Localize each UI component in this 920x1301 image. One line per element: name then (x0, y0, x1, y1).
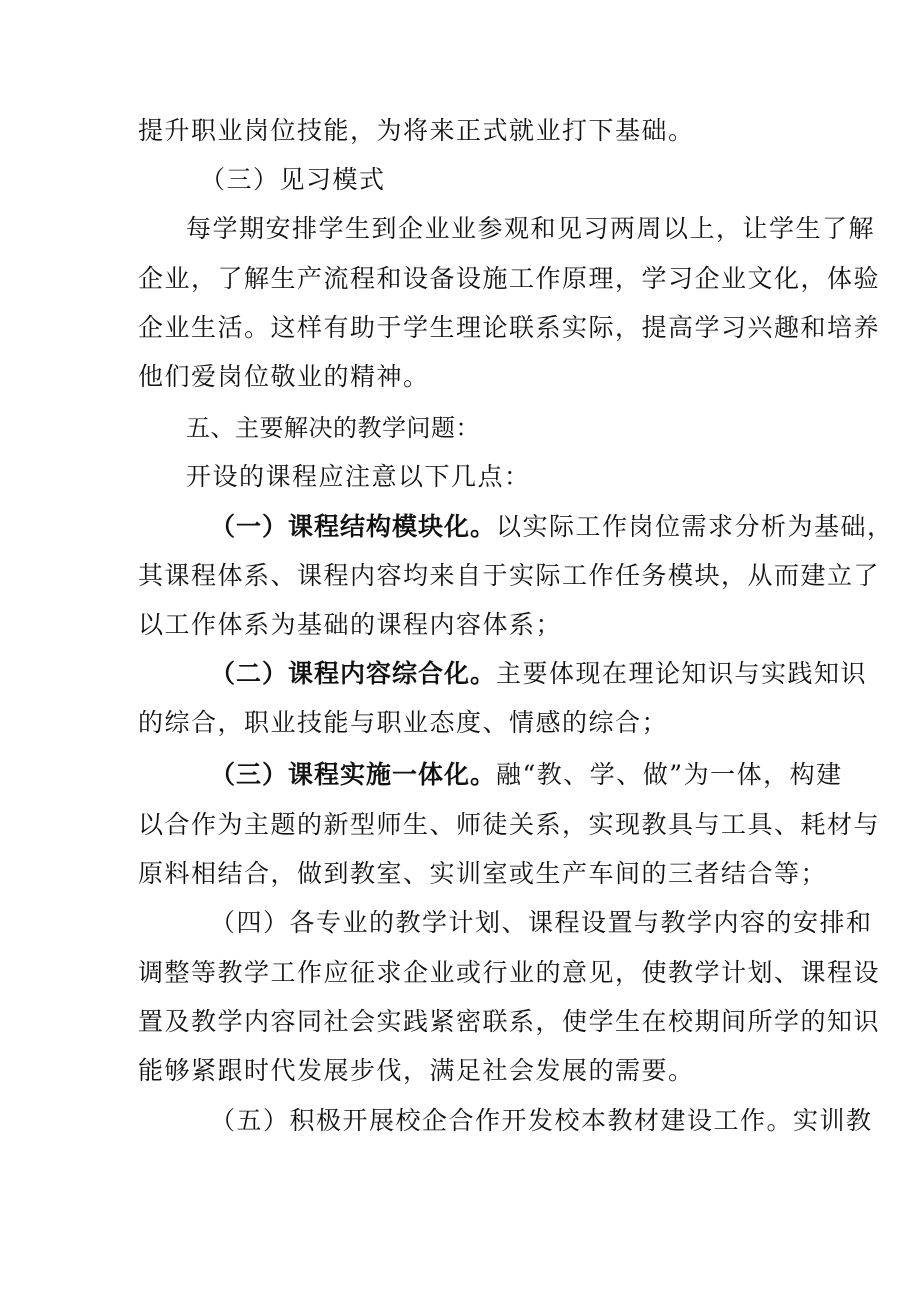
paragraph-line: 置及教学内容同社会实践紧密联系，使学生在校期间所学的知识 (138, 1007, 881, 1036)
paragraph-text: 融“教、学、做”为一体，构建 (496, 760, 843, 789)
paragraph-line: 的综合，职业技能与职业态度、情感的综合； (138, 708, 669, 737)
paragraph-line: （四）各专业的教学计划、课程设置与教学内容的安排和 (210, 908, 873, 937)
paragraph-line (210, 512, 894, 542)
paragraph-line: 以合作为主题的新型师生、师徒关系，实现教具与工具、耗材与 (138, 810, 881, 839)
paragraph-line (210, 659, 868, 689)
paragraph-line: 开设的课程应注意以下几点： (186, 462, 531, 491)
paragraph-line: 调整等教学工作应征求企业或行业的意见，使教学计划、课程设 (138, 958, 881, 987)
subheading: （三）见习模式 (200, 165, 386, 194)
bold-lead: （三）课程实施一体化。 (210, 760, 497, 789)
paragraph-line: 其课程体系、课程内容均来自于实际工作任务模块，从而建立了 (138, 561, 881, 590)
paragraph-line (210, 760, 843, 790)
paragraph-text: 以实际工作岗位需求分析为基础， (496, 512, 894, 541)
paragraph-line: 企业生活。这样有助于学生理论联系实际，提高学习兴趣和培养 (138, 313, 881, 342)
paragraph-line: 能够紧跟时代发展步伐，满足社会发展的需要。 (138, 1056, 695, 1085)
paragraph-line: 提升职业岗位技能，为将来正式就业打下基础。 (138, 116, 695, 145)
paragraph-line: 他们爱岗位敬业的精神。 (138, 362, 430, 391)
paragraph-line: 以工作体系为基础的课程内容体系； (138, 610, 563, 639)
bold-lead: （一）课程结构模块化。 (210, 512, 497, 541)
paragraph-text: 主要体现在理论知识与实践知识 (496, 659, 868, 688)
paragraph-line: 企业，了解生产流程和设备设施工作原理，学习企业文化，体验 (138, 264, 881, 293)
bold-lead: （二）课程内容综合化。 (210, 659, 497, 688)
paragraph-line: （五）积极开展校企合作开发校本教材建设工作。实训教 (210, 1106, 873, 1135)
section-heading: 五、主要解决的教学问题： (186, 414, 480, 442)
paragraph-line: 原料相结合，做到教室、实训室或生产车间的三者结合等； (138, 859, 828, 888)
paragraph-line: 每学期安排学生到企业业参观和见习两周以上，让学生了解 (186, 214, 876, 243)
